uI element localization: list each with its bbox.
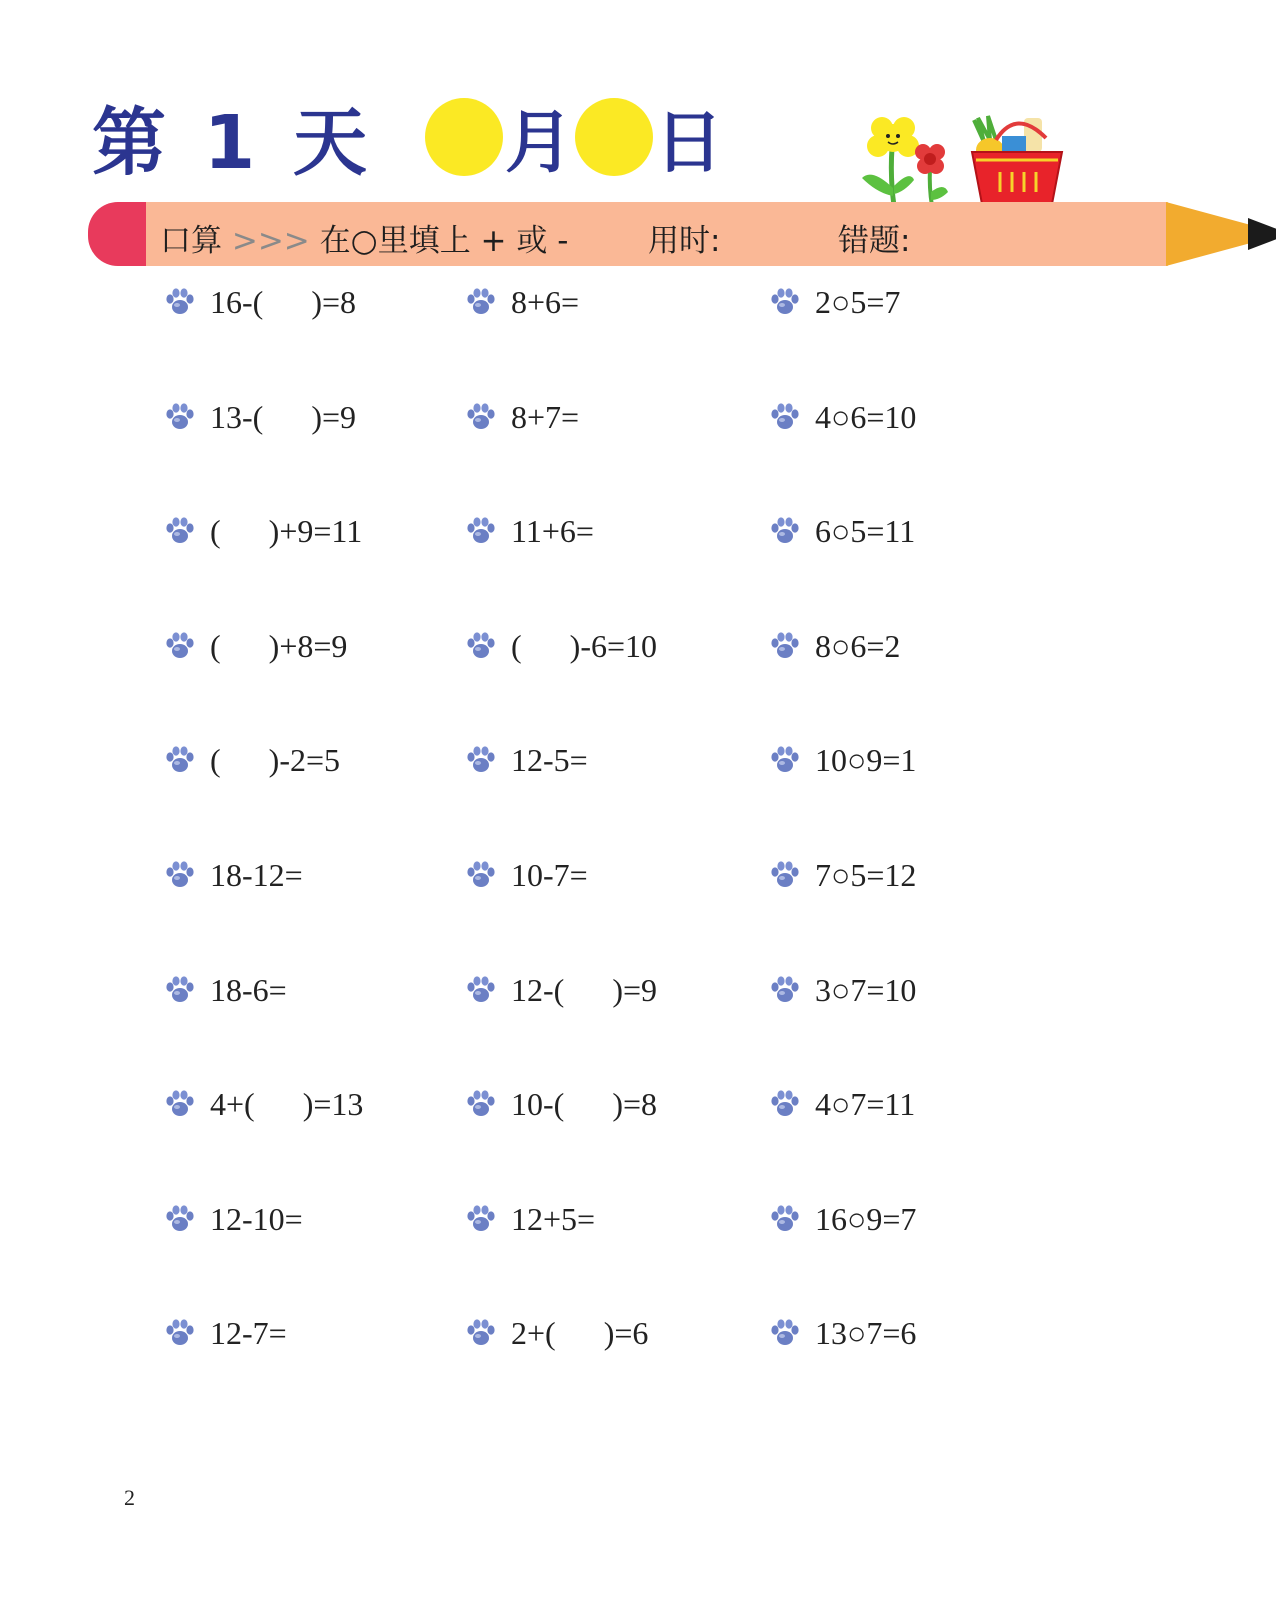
exercise-item (164, 1084, 363, 1124)
exercise-item (164, 511, 362, 551)
exercise-expression[interactable]: 4+( )=13 (210, 1085, 364, 1122)
month-blank-circle[interactable] (425, 98, 503, 176)
paw-icon (164, 1203, 196, 1235)
exercise-expression[interactable]: 18-6= (210, 971, 287, 1008)
exercise-item (465, 626, 657, 666)
exercise-item (164, 970, 287, 1010)
exercise-item (769, 970, 916, 1010)
exercise-expression[interactable]: 18-12= (210, 856, 303, 893)
arrows-label: >>> (231, 223, 310, 259)
paw-icon (164, 1317, 196, 1349)
exercise-item (164, 1313, 287, 1353)
exercise-expression[interactable]: 6○5=11 (815, 512, 916, 549)
paw-icon (769, 630, 801, 662)
exercise-expression[interactable]: 3○7=10 (815, 971, 917, 1008)
exercise-item (164, 855, 303, 895)
exercise-expression[interactable]: ( )-2=5 (210, 741, 341, 778)
paw-icon (465, 1203, 497, 1235)
date-label: 日 (655, 103, 724, 183)
paw-icon (465, 1088, 497, 1120)
section-label: 口算 (160, 223, 222, 259)
exercise-item (769, 1313, 916, 1353)
exercise-item (769, 740, 916, 780)
paw-icon (465, 515, 497, 547)
paw-icon (769, 286, 801, 318)
exercise-expression[interactable]: 4○7=11 (815, 1085, 916, 1122)
exercise-expression[interactable]: ( )+9=11 (210, 512, 363, 549)
paw-icon (164, 630, 196, 662)
paw-icon (164, 1088, 196, 1120)
paw-icon (769, 859, 801, 891)
exercise-item (769, 397, 916, 437)
paw-icon (465, 630, 497, 662)
exercise-item (769, 1084, 915, 1124)
exercise-item (164, 740, 340, 780)
exercise-item (465, 855, 588, 895)
exercise-item (769, 282, 900, 322)
exercise-expression[interactable]: 12-5= (511, 741, 588, 778)
exercise-expression[interactable]: 8+7= (511, 398, 580, 435)
page-title (92, 92, 725, 186)
paw-icon (769, 401, 801, 433)
exercise-expression[interactable]: 12-10= (210, 1200, 303, 1237)
paw-icon (164, 744, 196, 776)
page-number: 2 (124, 1485, 135, 1510)
paw-icon (769, 974, 801, 1006)
exercise-item (465, 397, 579, 437)
paw-icon (465, 1317, 497, 1349)
paw-icon (164, 401, 196, 433)
exercise-item (769, 511, 915, 551)
exercise-expression[interactable]: 10○9=1 (815, 741, 917, 778)
paw-icon (769, 1317, 801, 1349)
paw-icon (769, 515, 801, 547)
exercise-item (465, 511, 594, 551)
paw-icon (769, 744, 801, 776)
flowers-icon (852, 108, 952, 208)
exercise-expression[interactable]: ( )-6=10 (511, 627, 658, 664)
paw-icon (164, 859, 196, 891)
exercise-item (769, 855, 916, 895)
exercise-expression[interactable]: 11+6= (511, 512, 594, 549)
exercise-expression[interactable]: 12-( )=9 (511, 971, 658, 1008)
exercise-item (465, 970, 657, 1010)
exercise-expression[interactable]: 16○9=7 (815, 1200, 917, 1237)
exercise-item (164, 282, 356, 322)
instruction-label: 在○里填上 + 或 - (319, 223, 569, 259)
paw-icon (164, 515, 196, 547)
exercise-expression[interactable]: 8+6= (511, 283, 580, 320)
exercise-expression[interactable]: 12-7= (210, 1314, 287, 1351)
pencil-eraser (88, 202, 150, 266)
paw-icon (465, 286, 497, 318)
exercise-expression[interactable]: 10-7= (511, 856, 588, 893)
exercise-item (465, 282, 579, 322)
exercise-item (164, 1199, 303, 1239)
exercise-expression[interactable]: 8○6=2 (815, 627, 901, 664)
exercise-expression[interactable]: 13○7=6 (815, 1314, 917, 1351)
section-heading (160, 215, 568, 260)
exercise-expression[interactable]: 13-( )=9 (210, 398, 357, 435)
paw-icon (164, 974, 196, 1006)
exercise-expression[interactable]: 2○5=7 (815, 283, 901, 320)
errors-label: 错题: (838, 223, 911, 259)
exercise-item (465, 1084, 657, 1124)
paw-icon (465, 401, 497, 433)
exercise-expression[interactable]: ( )+8=9 (210, 627, 348, 664)
exercise-item (769, 626, 900, 666)
exercise-item (465, 1313, 648, 1353)
exercise-item (465, 1199, 595, 1239)
basket-icon (966, 112, 1066, 212)
date-blank-circle[interactable] (575, 98, 653, 176)
paw-icon (769, 1203, 801, 1235)
exercise-item (465, 740, 588, 780)
paw-icon (164, 286, 196, 318)
exercise-expression[interactable]: 16-( )=8 (210, 283, 357, 320)
exercise-item (769, 1199, 916, 1239)
exercise-expression[interactable]: 4○6=10 (815, 398, 917, 435)
paw-icon (465, 974, 497, 1006)
paw-icon (465, 859, 497, 891)
exercise-expression[interactable]: 12+5= (511, 1200, 596, 1237)
exercise-expression[interactable]: 7○5=12 (815, 856, 917, 893)
time-label: 用时: (648, 223, 721, 259)
month-label: 月 (505, 103, 574, 183)
exercise-expression[interactable]: 2+( )=6 (511, 1314, 649, 1351)
pencil-lead (1248, 218, 1276, 250)
paw-icon (465, 744, 497, 776)
day-label: 第 1 天 (92, 100, 374, 186)
exercise-item (164, 397, 356, 437)
exercise-expression[interactable]: 10-( )=8 (511, 1085, 658, 1122)
exercise-item (164, 626, 347, 666)
paw-icon (769, 1088, 801, 1120)
